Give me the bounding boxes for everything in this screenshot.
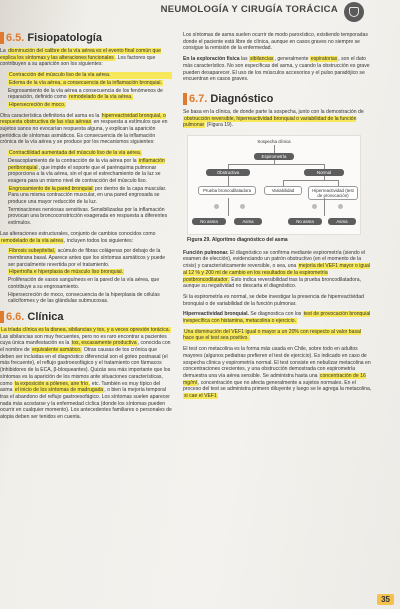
connector [283,180,338,181]
node-hiperreactividad: Hiperreactividad (test de provocación) [308,186,358,200]
connector [228,176,229,186]
text: (Figura 19). [205,122,233,129]
highlight: mejoría del VEF1 mayor o igual al 12 % y 200 ml de cambio en los resultados de la espirometría postbroncodilatador. [183,263,371,283]
section-heading-diagnostico [183,93,373,105]
highlight: tos, escasamente productiva [71,340,137,347]
section-number: 6.6. [6,310,25,323]
paragraph [183,346,373,400]
positive-icon [338,204,343,209]
header-title: NEUMOLOGÍA Y CIRUGÍA TORÁCICA [160,4,338,15]
positive-icon [240,204,245,209]
lungs-icon [344,2,364,22]
text: en respuesta a estímulos que en sujetos sanos no evocarían respuesta alguna, y explican la aparición periódica de síntomas asmáticos. Es consecuencia de la inflamación crónica de la vía aérea y se produce por los mecanismos siguientes: [0,119,168,146]
connector [324,198,325,216]
bullet-list [0,150,172,227]
highlight: test de provocación bronquial inespecífica con histamina, metacolina o ejercicio. [183,311,371,325]
paragraph [183,56,373,83]
text: Desacoplamiento de la contracción de la vía aérea por la [8,157,137,164]
section-title: Diagnóstico [210,92,274,105]
text: , o bien la mejoría temporal tras el abandono del reflujo gastroesofágico. Los síntomas suelen aparecer nada más acostarse y la enfermedad cíclica (donde los síntomas pueden ocurrir en cualquier momento). Los antecedentes familiares o personales de atopia deben ser tenidos en cuenta. [0,387,172,421]
text: , generalmente [274,56,309,63]
section-title: Fisiopatología [27,32,102,44]
section-heading-clinica [0,311,172,323]
section-title: Clínica [27,310,64,323]
text: El test con metacolina es la forma más usada en Chile, sobre todo en adultos mayores (algunos pediatras prefieren el test de ejercicio). Es indicado en caso de sospecha clínica y espirometría normal. El test consiste en nebulizar metacolina en concentraciones crecientes, y una obstrucción demostrada con espirometría demuestra una vía aérea sensible. Se administra hasta una [183,346,371,379]
node-espirometria: Espirometría [254,153,294,160]
bullet-list [0,72,172,109]
node-no-asma: No asma [192,218,226,225]
highlight: la exposición a pólenes, aire frío [14,380,88,387]
list-item: • Hipersecreción de moco, consecuencia de la hiperplasia de células caliciformes y de las glándulas submucosas. [8,292,172,305]
text: acúmulo de fibras colágenas por debajo de la membrana basal. Aparece antes que los síntomas asmáticos y puede ser parcialmente revertida por el tratamiento. [8,248,166,268]
text: , que impide el soporte que el parénquima pulmonar proporciona a la vía aérea, sin el que el estrechamiento de la luz se exagera para un mismo nivel de contracción del músculo liso. [8,164,161,184]
text: Hiperreactividad bronquial. [183,311,249,318]
highlight: espiratorias [310,56,338,63]
paragraph [0,48,172,68]
paragraph [183,329,373,342]
list-item: • Proliferación de vasos sanguíneos en la pared de la vía aérea, que contribuye a su engrosamiento. [8,277,172,290]
connector [274,160,275,164]
section-number: 6.7. [189,92,208,105]
highlight: inflamación peribronquial [8,157,165,171]
node-obstructiva: Obstructiva [206,169,250,176]
right-column [183,32,373,404]
list-item [8,150,172,157]
list-item: • Contracción del músculo liso de la vía aérea. [8,72,172,79]
page-number: 35 [377,594,394,605]
text: Función pulmonar. [183,249,229,256]
highlight: Contractilidad aumentada del músculo liso de la vía aérea. [9,150,142,157]
paragraph [183,250,373,290]
diagnostic-algorithm-diagram [187,135,361,235]
paragraph [0,327,172,421]
connector [274,145,275,153]
highlight: Edema de la vía aérea, a consecuencia de la inflamación bronquial. [9,79,162,86]
highlight: Fibrosis subepitelial, [9,248,56,255]
highlight: sibilancias [249,56,274,63]
text: Engrosamiento de la vía aérea a consecuencia de los fenómenos de reparación, definido como [8,87,163,101]
list-item [8,102,172,109]
highlight: La tríada clínica es la disnea, sibilancias y tos, y a veces opresión torácica. [1,326,171,333]
paragraph [0,113,172,147]
node-sospecha: Sospecha clínica [257,139,291,145]
highlight: disminución del calibre de la vía aérea es el evento final común que explica los síntomas y las alteraciones funcionales [0,48,161,61]
node-no-asma: No asma [288,218,322,225]
highlight: Hipertrofia e hiperplasia de músculo liso bronquial. [9,269,124,276]
text: En la exploración física [183,56,240,63]
text: Las sibilancias son muy frecuentes, pero no es raro encontrar a pacientes cuya única manifestación es la [0,333,167,347]
node-asma: Asma [328,218,356,225]
node-asma: Asma [234,218,262,225]
negative-icon [214,204,219,209]
paragraph [183,109,373,129]
highlight: Engrosamiento de la pared bronquial [9,185,93,192]
list-item [8,158,172,185]
paragraph: Los síntomas de asma suelen ocurrir de modo paroxístico, existiendo temporadas donde el paciente está libre de clínica, aunque en casos graves no siempre se consigue la remisión de la enfermedad. [183,32,368,52]
highlight: concentración de 16 mg/ml [183,372,366,386]
list-item [8,269,172,276]
connector [228,164,324,165]
list-item [8,186,172,206]
text: , etc. También es muy típico del asma [0,380,161,394]
text: El diagnóstico se confirma mediante espirometría (siendo el examen de elección), evidenciando un patrón obstructivo (en el momento de la crisis) y característicamente reversible, o sea, una [183,249,366,270]
highlight: si cae el VEF1 [184,393,217,400]
highlight: hiperreactividad bronquial, o respuesta obstructiva de las vías aéreas [0,112,166,126]
paragraph [183,311,373,324]
highlight: remodelado de la vía aérea [1,237,64,244]
figure-caption: Figura 29. Algoritmo diagnóstico del asma [187,237,288,244]
text: por dentro de la capa muscular. Para una misma contracción muscular, en una pared engrosada se produce una mayor reducción de la luz. [8,185,167,206]
text: , son el dato más característico. No son específicas del asma, y cuando la obstrucción es grave pueden desaparecer. El uso de los músculos accesorios y el pulso paradójico se encuentran en casos graves. [183,56,370,83]
node-normal: Normal [304,169,344,176]
page-header [0,0,400,30]
section-heading-fisiopatologia [0,32,172,44]
text: Las alteraciones estructurales, conjunto de cambios conocidos como [0,230,156,237]
paragraph [0,231,172,244]
section-number: 6.5. [6,32,25,44]
left-column [0,32,172,425]
highlight: equivalente asmático. [32,347,82,354]
node-prueba-broncodilatadora: Prueba broncodilatadora [198,186,256,195]
text: , conocida con el nombre de [0,340,171,354]
connector [324,176,325,180]
text: Otras causas de tos crónica que deben ser incluidas en el diagnóstico diferencial son el goteo postnasal (el más frecuente), el reflujo gastroesofágico y el tratamiento con fármacos (inhibidores de la ECA, β-bloqueantes). Quizás sea más importante que los síntomas es la aparición de los mismos ante situaciones características, como [0,347,171,387]
list-item [8,80,172,87]
negative-icon [312,204,317,209]
text: Se basa en la clínica, de donde parte la sospecha, junto con la demostración de [183,108,364,115]
node-variabilidad: Variabilidad [264,186,302,195]
highlight: remodelado de la vía aérea. [69,94,133,101]
text: , incluyen todos los siguientes: [64,237,134,244]
connector [228,198,229,216]
list-item [8,248,172,268]
paragraph: Si la espirometría es normal, se debe investigar la presencia de hiperreactividad bronquial o de variabilidad de la función pulmonar. [183,293,364,307]
text: , concentración que no afecta generalmente a sujetos normales. En el proceso del test se administra primero diluyente y luego se le agrega la metacolina, [183,379,372,393]
highlight: Una disminución del VEF1 igual o mayor a un 20% con respecto al valor basal hace que el test sea positivo. [183,328,361,342]
text: las [239,56,248,63]
text: Otra característica definitoria del asma es la [0,112,100,119]
text: . Los factores que contribuyen a su aparición son los siguientes: [0,54,156,68]
text: Esto indica reversibilidad tras la prueba broncodilatadora, aunque su negatividad no descarta el diagnóstico. [183,276,361,290]
list-item [8,88,172,101]
list-item: • Terminaciones nerviosas sensitivas. Sensibilizadas por la inflamación provocan una broncoconstricción exagerada en respuesta a diferentes estímulos. [8,207,172,227]
text: Se diagnostica con los [248,311,302,318]
highlight: obstrucción reversible, hiperreactividad bronquial o variabilidad de la función pulmonar [183,115,357,129]
highlight: el inicio de los síntomas de madrugada [14,387,104,394]
highlight: Hipersecreción de moco. [9,101,66,108]
text: La [0,48,6,54]
bullet-list [0,248,172,305]
